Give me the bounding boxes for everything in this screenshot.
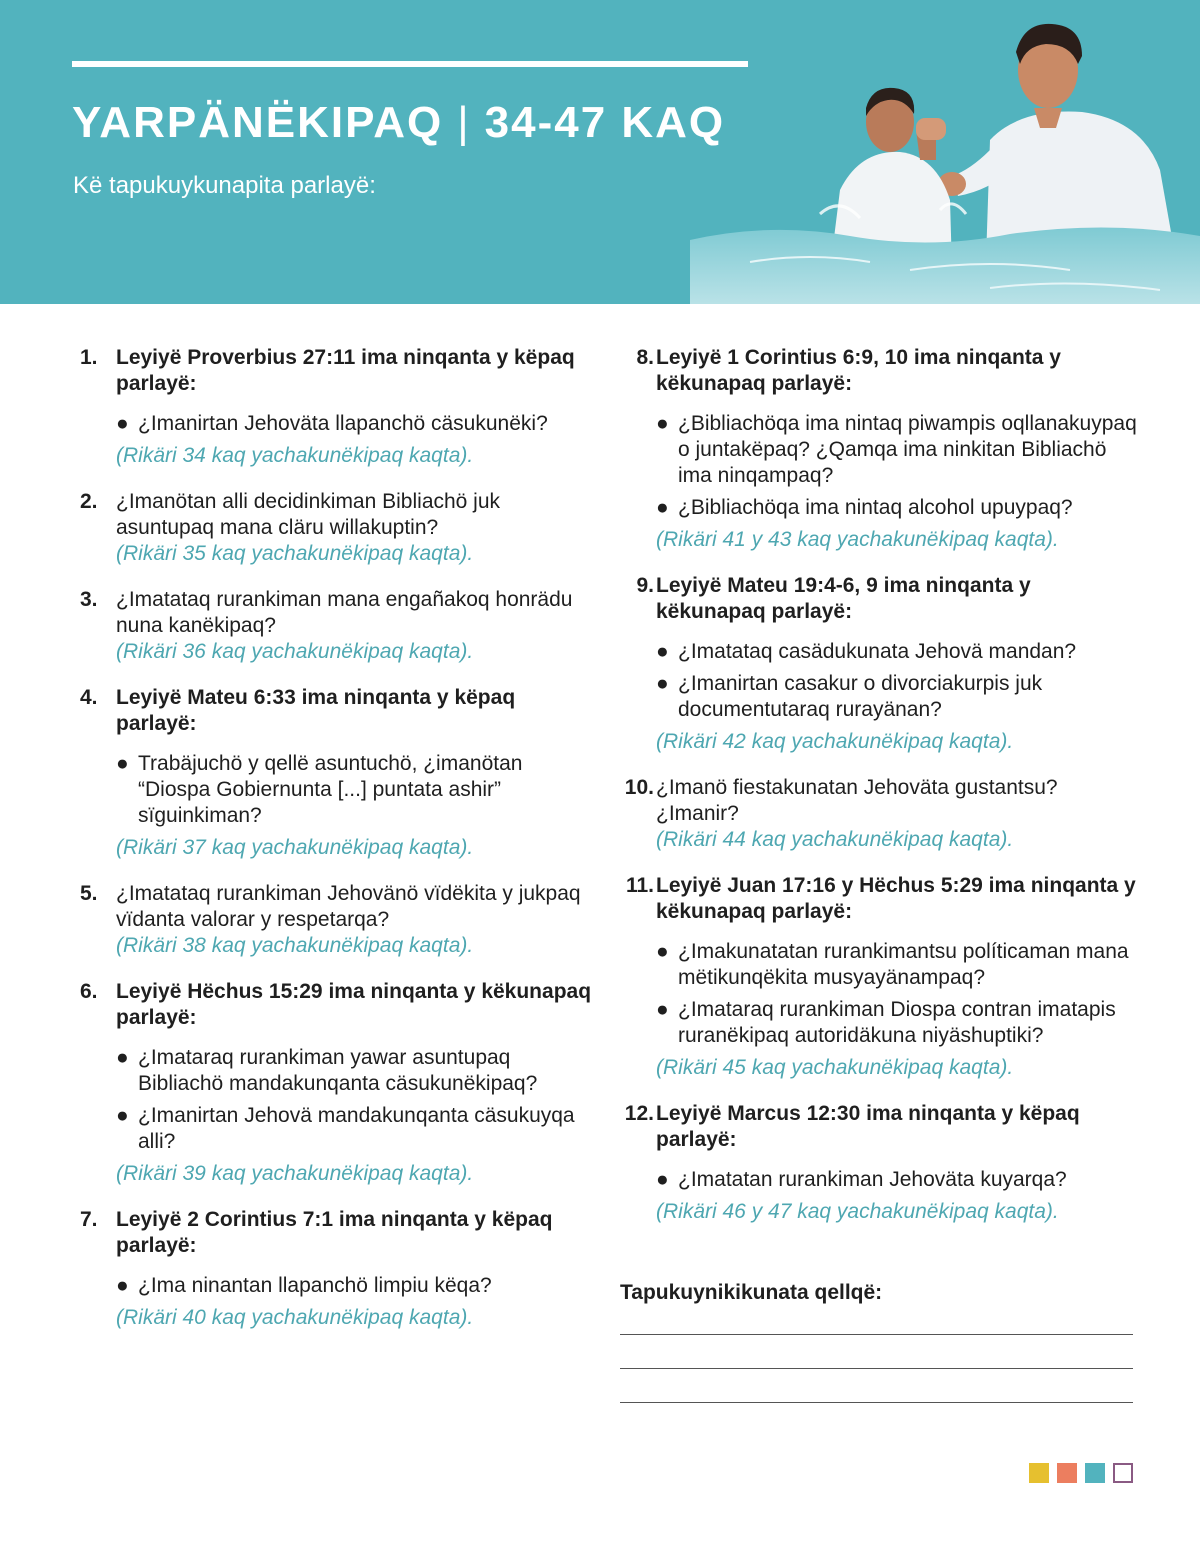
question-3 [80, 587, 600, 665]
question-8 [620, 345, 1140, 553]
lesson-reference: (Rikäri 35 kaq yachakunëkipaq kaqta). [116, 542, 474, 565]
lesson-reference: (Rikäri 40 kaq yachakunëkipaq kaqta). [116, 1306, 474, 1329]
question-11 [620, 873, 1140, 1081]
question-lead: Leyiyë 2 Corintius 7:1 ima ninqanta y këpaq parlayë: [116, 1208, 553, 1257]
header-banner [0, 0, 1200, 304]
teal-square-icon [1085, 1463, 1105, 1483]
question-5 [80, 881, 600, 959]
bullet-icon: ● [116, 412, 129, 435]
lesson-reference: (Rikäri 36 kaq yachakunëkipaq kaqta). [116, 640, 474, 663]
bullet-icon: ● [656, 940, 669, 963]
lesson-reference: (Rikäri 41 y 43 kaq yachakunëkipaq kaqta). [656, 528, 1059, 551]
lesson-reference: (Rikäri 39 kaq yachakunëkipaq kaqta). [116, 1162, 474, 1185]
question-lead: Leyiyë Hëchus 15:29 ima ninqanta y këkunapaq parlayë: [116, 980, 592, 1029]
bullet-icon: ● [656, 412, 669, 435]
question-number: 5. [80, 882, 98, 905]
bullet-icon: ● [116, 752, 129, 775]
lesson-reference: (Rikäri 46 y 47 kaq yachakunëkipaq kaqta). [656, 1200, 1059, 1223]
question-number: 8. [636, 346, 654, 369]
sub-question-list [116, 1045, 600, 1155]
note-line[interactable] [620, 1334, 1133, 1335]
question-number: 11. [625, 874, 654, 897]
note-line[interactable] [620, 1402, 1133, 1403]
question-number: 1. [80, 346, 98, 369]
lesson-reference: (Rikäri 42 kaq yachakunëkipaq kaqta). [656, 730, 1014, 753]
sub-question: ● ¿Imataraq rurankiman Diospa contran imatapis ruranëkipaq autoridäkuna niyäshuptiki? [656, 998, 1116, 1047]
bullet-icon: ● [116, 1104, 129, 1127]
lesson-reference: (Rikäri 38 kaq yachakunëkipaq kaqta). [116, 934, 474, 957]
lesson-reference: (Rikäri 44 kaq yachakunëkipaq kaqta). [656, 828, 1014, 851]
question-lead: Leyiyë Mateu 19:4-6, 9 ima ninqanta y këkunapaq parlayë: [656, 574, 1031, 623]
question-number: 4. [80, 686, 98, 709]
page-title [72, 98, 725, 148]
title-right: 34-47 KAQ [484, 98, 726, 147]
question-lead: Leyiyë Juan 17:16 y Hëchus 5:29 ima ninqanta y këkunapaq parlayë: [656, 874, 1136, 923]
question-4 [80, 685, 600, 861]
questions-left-column [80, 345, 600, 1351]
question-12 [620, 1101, 1140, 1225]
question-lead: Leyiyë Mateu 6:33 ima ninqanta y këpaq parlayë: [116, 686, 516, 735]
question-text: ¿Imatataq rurankiman mana engañakoq honrädu nuna kanëkipaq? [116, 588, 573, 637]
question-9 [620, 573, 1140, 755]
question-text: ¿Imanötan alli decidinkiman Bibliachö juk asuntupaq mana cläru willakuptin? [116, 490, 501, 539]
question-number: 12. [624, 1102, 654, 1125]
question-number: 2. [80, 490, 98, 513]
note-line[interactable] [620, 1368, 1133, 1369]
bullet-icon: ● [116, 1046, 129, 1069]
sub-question-list [656, 639, 1140, 723]
title-left: YARPÄNËKIPAQ [72, 98, 444, 147]
question-10 [620, 775, 1140, 853]
sub-question-list [656, 1167, 1140, 1193]
page-subtitle: Kë tapukuykunapita parlayë: [73, 172, 376, 199]
lesson-reference: (Rikäri 45 kaq yachakunëkipaq kaqta). [656, 1056, 1014, 1079]
question-1 [80, 345, 600, 469]
question-text: ¿Imatataq rurankiman Jehovänö vïdëkita y jukpaq vïdanta valorar y respetarqa? [116, 882, 581, 931]
sub-question: ● ¿Bibliachöqa ima nintaq piwampis oqllanakuypaq o juntakëpaq? ¿Qamqa ima ninkitan Bibliachö ima ninqampaq? [656, 412, 1137, 487]
sub-question-list [116, 1273, 600, 1299]
question-lead: Leyiyë 1 Corintius 6:9, 10 ima ninqanta y këkunapaq parlayë: [656, 346, 1061, 395]
sub-question: ● ¿Imanirtan Jehovä mandakunqanta cäsukuyqa alli? [116, 1104, 575, 1153]
bullet-icon: ● [656, 640, 669, 663]
orange-square-icon [1057, 1463, 1077, 1483]
yellow-square-icon [1029, 1463, 1049, 1483]
question-lead: Leyiyë Marcus 12:30 ima ninqanta y këpaq parlayë: [656, 1102, 1080, 1151]
question-number: 6. [80, 980, 98, 1003]
question-7 [80, 1207, 600, 1331]
sub-question-list [656, 411, 1140, 521]
question-number: 7. [80, 1208, 98, 1231]
questions-right-column [620, 345, 1140, 1245]
question-6 [80, 979, 600, 1187]
sub-question-list [656, 939, 1140, 1049]
sub-question: ● ¿Imatataq casädukunata Jehovä mandan? [656, 640, 1077, 663]
sub-question-list [116, 751, 600, 829]
bullet-icon: ● [656, 496, 669, 519]
bullet-icon: ● [656, 998, 669, 1021]
sub-question-list [116, 411, 600, 437]
header-rule [72, 61, 748, 67]
baptism-illustration [690, 0, 1200, 304]
question-text: ¿Imanö fiestakunatan Jehoväta gustantsu? ¿Imanir? [656, 776, 1058, 825]
sub-question: ● ¿Imanirtan casakur o divorciakurpis juk documentutaraq rurayänan? [656, 672, 1043, 721]
bullet-icon: ● [116, 1274, 129, 1297]
sub-question: ● ¿Bibliachöqa ima nintaq alcohol upuypaq? [656, 496, 1073, 519]
question-number: 10. [624, 776, 654, 799]
title-separator: | [457, 98, 471, 147]
question-number: 9. [636, 574, 654, 597]
bullet-icon: ● [656, 672, 669, 695]
question-lead: Leyiyë Proverbius 27:11 ima ninqanta y këpaq parlayë: [116, 346, 575, 395]
bullet-icon: ● [656, 1168, 669, 1191]
lesson-reference: (Rikäri 37 kaq yachakunëkipaq kaqta). [116, 836, 474, 859]
sub-question: ● ¿Imakunatatan rurankimantsu políticaman mana mëtikunqëkita musyayänampaq? [656, 940, 1129, 989]
notes-label: Tapukuynikikunata qellqë: [620, 1281, 883, 1304]
question-number: 3. [80, 588, 98, 611]
sub-question: ● ¿Imataraq rurankiman yawar asuntupaq Bibliachö mandakunqanta cäsukunëkipaq? [116, 1046, 538, 1095]
sub-question: ● ¿Imatatan rurankiman Jehoväta kuyarqa? [656, 1168, 1067, 1191]
sub-question: ● Trabäjuchö y qellë asuntuchö, ¿imanötan “Diospa Gobiernunta [...] puntata ashir” sïguinkiman? [116, 752, 523, 827]
lesson-reference: (Rikäri 34 kaq yachakunëkipaq kaqta). [116, 444, 474, 467]
outline-square-icon [1113, 1463, 1133, 1483]
sub-question: ● ¿Ima ninantan llapanchö limpiu këqa? [116, 1274, 492, 1297]
question-2 [80, 489, 600, 567]
sub-question: ● ¿Imanirtan Jehoväta llapanchö cäsukunëki? [116, 412, 548, 435]
